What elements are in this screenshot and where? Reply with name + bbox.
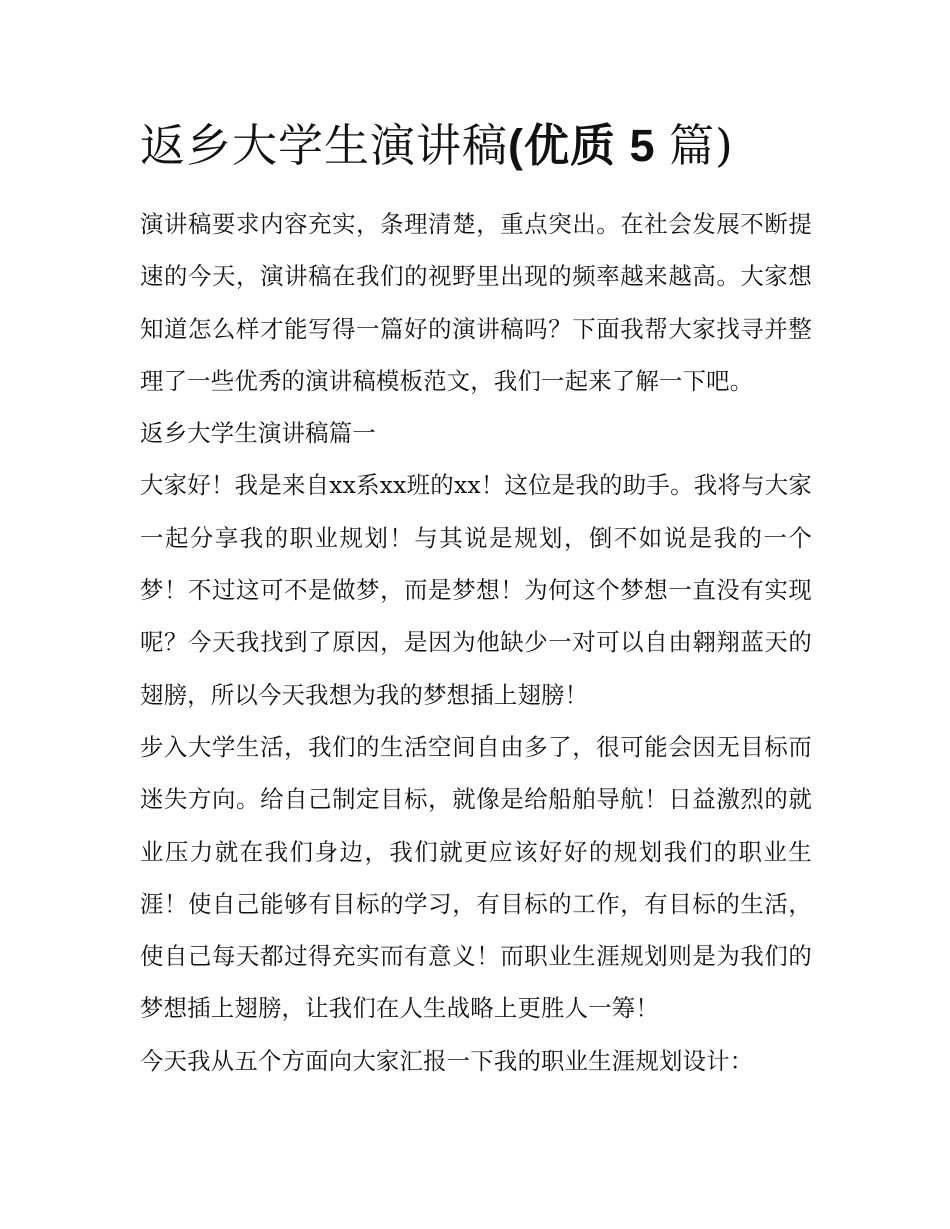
title-number: 5 [616,120,670,171]
body-paragraph: 今天我从五个方面向大家汇报一下我的职业生涯规划设计： [140,1046,754,1075]
document-body [140,112,812,1087]
document-title [140,112,812,180]
title-paren-close: 篇) [669,119,734,172]
title-text: 返乡大学生演讲稿 [140,119,509,172]
intro-paragraph: 演讲稿要求内容充实，条理清楚，重点突出。在社会发展不断提速的今天，演讲稿在我们的视野里出现的频率越来越高。大家想知道怎么样才能写得一篇好的演讲稿吗？下面我帮大家找寻并整理了一些优秀的演讲稿模板范文，我们一起来了解一下吧。 [140,210,812,395]
body-paragraph: 大家好！我是来自xx系xx班的xx！这位是我的助手。我将与大家一起分享我的职业规划！与其说是规划，倒不如说是我的一个梦！不过这可不是做梦，而是梦想！为何这个梦想一直没有实现呢？今天我找到了原因，是因为他缺少一对可以自由翱翔蓝天的翅膀，所以今天我想为我的梦想插上翅膀！ [140,471,812,709]
title-paren-open: (优质 [508,120,617,171]
section-heading: 返乡大学生演讲稿篇一 [140,419,376,448]
body-paragraph: 步入大学生活，我们的生活空间自由多了，很可能会因无目标而迷失方向。给自己制定目标，就像是给船舶导航！日益激烈的就业压力就在我们身边，我们就更应该好好的规划我们的职业生涯！使自己能够有目标的学习，有目标的工作，有目标的生活，使自己每天都过得充实而有意义！而职业生涯规划则是为我们的梦想插上翅膀，让我们在人生战略上更胜人一筹！ [140,732,812,1023]
